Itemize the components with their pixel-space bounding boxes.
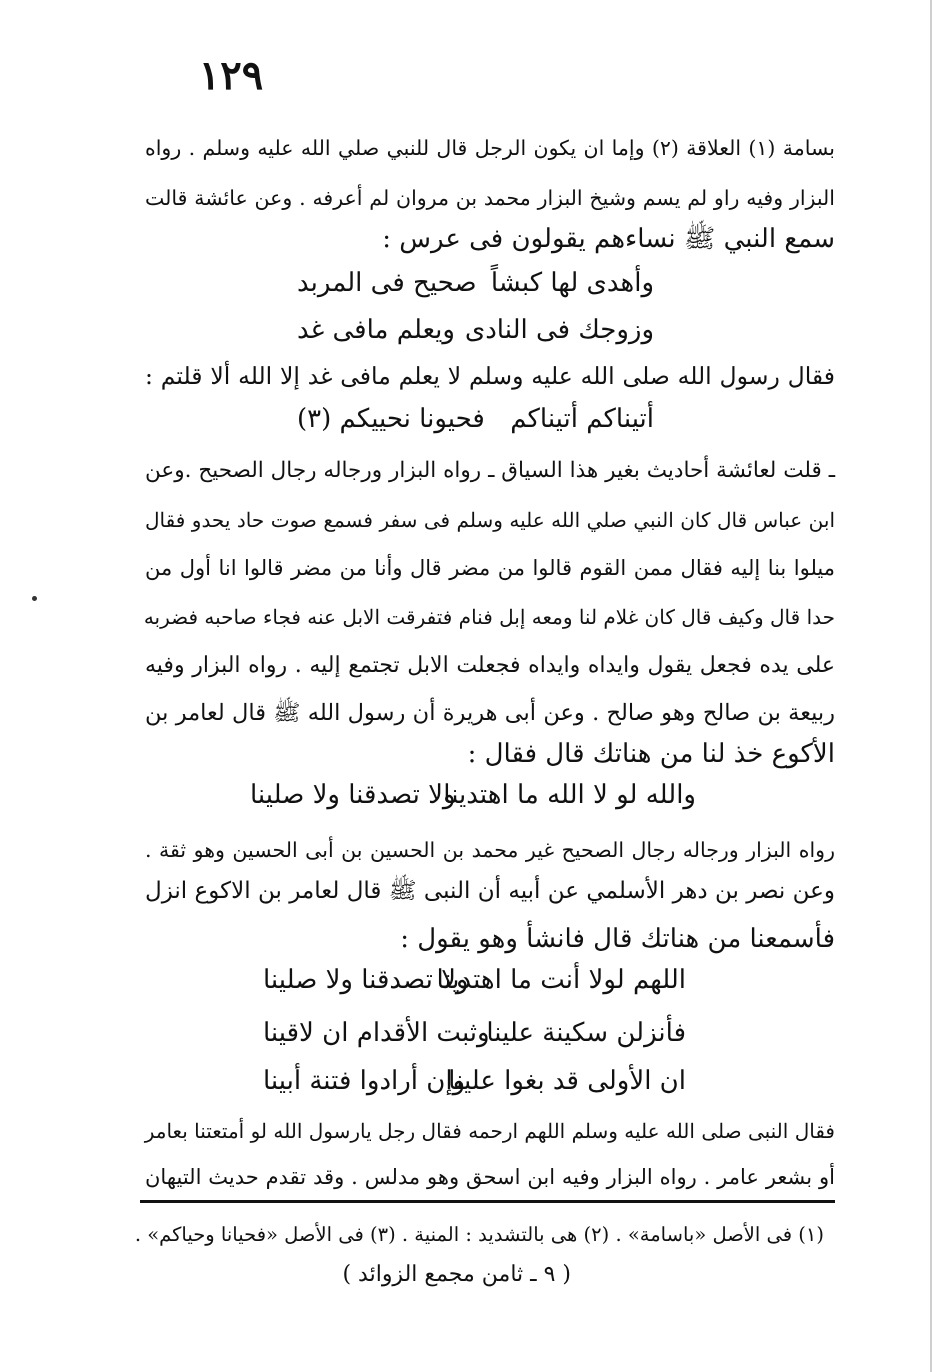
page-number: ١٢٩	[198, 52, 264, 99]
verse-hemistich-right: أتيناكم أتيناكم	[510, 404, 654, 434]
verse-hemistich-left: صحيح فى المربد	[297, 268, 477, 298]
page-edge-shadow	[930, 0, 932, 1372]
verse-hemistich-right: والله لو لا الله ما اهتدينا	[443, 780, 696, 810]
verse-hemistich-right: اللهم لولا أنت ما اهتدينا	[436, 965, 686, 995]
body-line: رواه البزار ورجاله رجال الصحيح غير محمد بن الحسين بن أبى الحسين وهو ثقة .	[145, 838, 835, 862]
verse-hemistich-right: وأهدى لها كبشاً	[490, 268, 654, 298]
verse-hemistich-left: ولا تصدقنا ولا صلينا	[263, 965, 469, 995]
verse-hemistich-right: وزوجك فى النادى	[464, 315, 654, 345]
verse-hemistich-right: ان الأولى قد بغوا علينا	[448, 1066, 686, 1096]
body-line: ابن عباس قال كان النبي صلي الله عليه وسلم فى سفر فسمع صوت حاد يحدو فقال	[145, 508, 835, 532]
body-line: الأكوع خذ لنا من هناتك قال فقال :	[467, 739, 835, 769]
verse-hemistich-right: فأنزلن سكينة علينا	[486, 1018, 686, 1048]
body-line: أو بشعر عامر . رواه البزار وفيه ابن اسحق وهو مدلس . وقد تقدم حديث التيهان	[145, 1165, 835, 1189]
verse-hemistich-left: ويعلم مافى غد	[297, 315, 455, 345]
body-line: البزار وفيه راو لم يسم وشيخ البزار محمد بن مروان لم أعرفه . وعن عائشة قالت	[145, 186, 835, 210]
body-line: ـ قلت لعائشة أحاديث بغير هذا السياق ـ رواه البزار ورجاله رجال الصحيح .وعن	[145, 458, 835, 483]
verse-hemistich-left: وثبت الأقدام ان لاقينا	[263, 1018, 490, 1048]
body-line: بسامة (١) العلاقة (٢) وإما ان يكون الرجل قال للنبي صلي الله عليه وسلم . رواه	[145, 136, 835, 160]
verse-hemistich-left: وإن أرادوا فتنة أبينا	[263, 1066, 466, 1096]
body-line: فقال رسول الله صلى الله عليه وسلم لا يعلم مافى غد إلا الله ألا قلتم :	[145, 362, 835, 390]
body-line: وعن نصر بن دهر الأسلمي عن أبيه أن النبى ﷺ قال لعامر بن الاكوع انزل	[145, 878, 835, 904]
verse-hemistich-left: ولا تصدقنا ولا صلينا	[250, 780, 456, 810]
footnote-separator	[140, 1200, 835, 1203]
body-line: سمع النبي ﷺ نساءهم يقولون فى عرس :	[382, 224, 835, 254]
body-line: ميلوا بنا إليه فقال ممن القوم قالوا من مضر قال وأنا من مضر قالوا انا أول من	[145, 556, 835, 580]
body-line: حدا قال وكيف قال كان غلام لنا ومعه إبل فنام فتفرقت الابل عنه فجاء صاحبه فضربه	[143, 605, 835, 629]
body-line: ربيعة بن صالح وهو صالح . وعن أبى هريرة أن رسول الله ﷺ قال لعامر بن	[145, 700, 835, 726]
verse-hemistich-left: فحيونا نحييكم (٣)	[297, 404, 485, 434]
footnote-line: (١) فى الأصل «باسامة» . (٢) هى بالتشديد : المنية . (٣) فى الأصل «فحيانا وحياكم» .	[134, 1223, 824, 1246]
body-line: على يده فجعل يقول وايداه وايداه فجعلت الابل تجتمع إليه . رواه البزار وفيه	[145, 653, 835, 678]
ink-speck	[32, 596, 37, 601]
body-line: فقال النبى صلى الله عليه وسلم اللهم ارحمه فقال رجل يارسول الله لو أمتعتنا بعامر	[144, 1119, 835, 1143]
footnote-line: ( ٩ ـ ثامن مجمع الزوائد )	[342, 1262, 571, 1287]
body-line: فأسمعنا من هناتك قال فانشأ وهو يقول :	[400, 924, 835, 954]
